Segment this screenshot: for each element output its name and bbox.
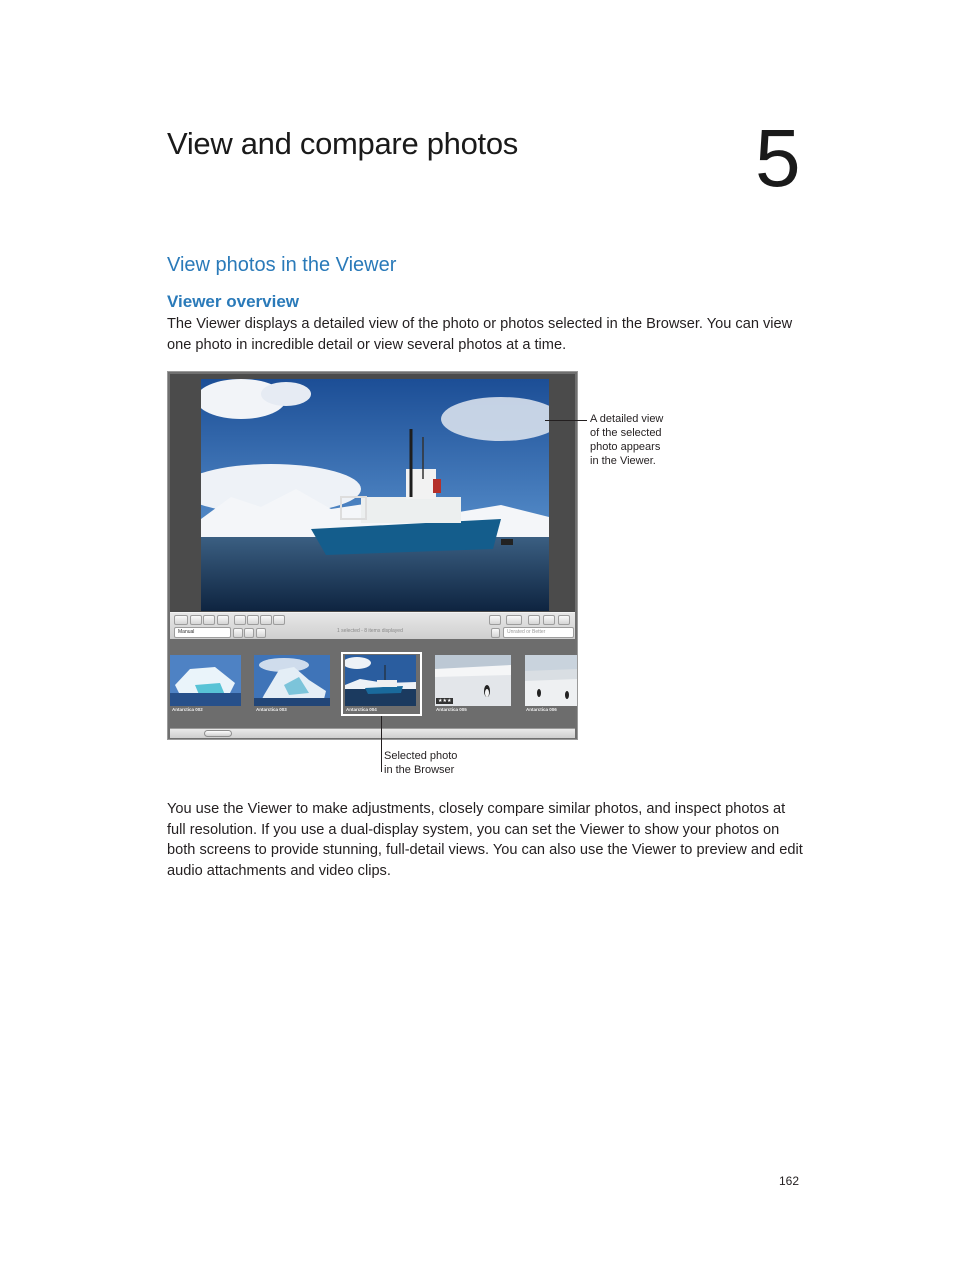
rotate-left-button[interactable] (190, 615, 202, 625)
scroll-thumb[interactable] (204, 730, 232, 737)
main-viewer-photo (201, 379, 549, 611)
callout-text-line: in the Viewer. (590, 455, 656, 467)
callout-viewer (590, 412, 663, 468)
thumbnail-3-selected[interactable] (345, 655, 416, 706)
thumbnail-label: Antarctica 003 (256, 707, 287, 712)
callout-text-line: A detailed view (590, 413, 664, 425)
intro-paragraph: The Viewer displays a detailed view of the photo or photos selected in the Browser. You can view one photo in incredible detail or view several photos at a time. (167, 316, 793, 353)
callout-text-line: Selected photo (384, 750, 458, 762)
callout-text-line: of the selected (590, 427, 662, 439)
crop-button[interactable] (247, 615, 259, 625)
browser-scrollbar[interactable] (170, 728, 575, 738)
thumbnail-label: Antarctica 004 (346, 707, 377, 712)
red-eye-button[interactable] (260, 615, 272, 625)
browser-display-button[interactable] (506, 615, 522, 625)
search-field[interactable]: Unrated or Better (503, 627, 574, 638)
grid-view-button[interactable] (233, 628, 243, 638)
callout-text-line: in the Browser (384, 764, 455, 776)
callout-line-viewer (545, 420, 587, 421)
split-view-button[interactable] (256, 628, 266, 638)
viewer-pane (170, 374, 575, 612)
callout-line-browser (381, 716, 382, 772)
subsection-heading: Viewer overview (167, 292, 299, 311)
callout-text-line: photo appears (590, 441, 661, 453)
chapter-title: View and compare photos (167, 126, 518, 161)
rating-stars: ★★★ (438, 698, 452, 704)
callout-browser (384, 749, 457, 777)
thumbnail-2[interactable] (254, 655, 330, 706)
straighten-button[interactable] (234, 615, 246, 625)
chapter-number: 5 (755, 113, 801, 204)
thumbnail-5[interactable] (525, 655, 577, 706)
lift-tool-button[interactable] (217, 615, 229, 625)
section-heading: View photos in the Viewer (167, 254, 397, 276)
sort-menu[interactable]: Manual (174, 627, 231, 638)
status-text: 1 selected - 8 items displayed (337, 628, 403, 634)
thumbnail-label: Antarctica 005 (436, 707, 467, 712)
aperture-screenshot (167, 371, 578, 740)
thumbnail-label: Antarctica 002 (172, 707, 203, 712)
filmstrip-button[interactable] (543, 615, 555, 625)
rotate-right-button[interactable] (203, 615, 215, 625)
body-paragraph: You use the Viewer to make adjustments, closely compare similar photos, and inspect photos at full resolution. If you use a dual-display system, you can set the Viewer to show your photos on both screens to provide stunning, full-detail views. You can also use the Viewer to preview and edit audio attachments and video clips. (167, 801, 803, 880)
metadata-button[interactable] (528, 615, 540, 625)
photo-browser (170, 639, 575, 728)
brush-button[interactable] (273, 615, 285, 625)
viewer-mode-button[interactable] (489, 615, 501, 625)
filter-icon[interactable] (491, 628, 500, 638)
select-tool-button[interactable] (174, 615, 188, 625)
thumbnail-1[interactable] (170, 655, 241, 706)
list-button[interactable] (244, 628, 254, 638)
list-view-button[interactable] (558, 615, 570, 625)
browser-toolbar (170, 612, 575, 640)
page-number: 162 (779, 1174, 800, 1188)
thumbnail-label: Antarctica 006 (526, 707, 557, 712)
